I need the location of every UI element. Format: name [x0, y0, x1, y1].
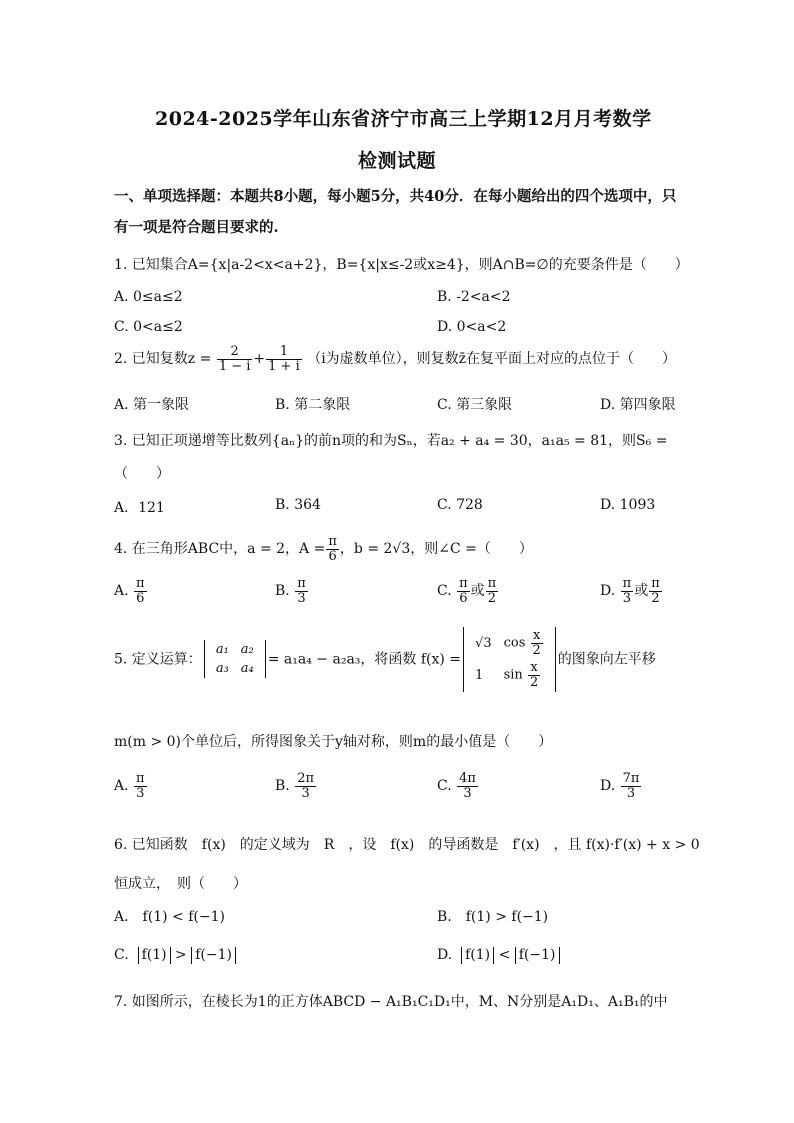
- q5-option-a: A. $\frac{\pi}{3}$: [114, 771, 145, 801]
- section-header-line-1: 一、单项选择题：本题共8小题，每小题5分，共40分．在每小题给出的四个选项中，只: [114, 188, 677, 205]
- q3-paren: （ ）: [114, 466, 170, 482]
- q2-option-d: D. 第四象限: [600, 397, 676, 413]
- q1-option-a: A. 0≤a≤2: [114, 289, 183, 305]
- q2-fraction-1: $\frac{2}{1 - i}$: [218, 344, 251, 374]
- q7-stem: 7. 如图所示，在棱长为1的正方体ABCD − A₁B₁C₁D₁中，M、N分别是A₁D₁、A₁B₁的中: [114, 994, 668, 1010]
- q6-option-b: B. f(1) > f(−1): [437, 909, 549, 925]
- q2-stem: 2. 已知复数z = $\frac{2}{1 - i}$ + $\frac{1}{1 + i}$ （i为虚数单位），则复数z̄在复平面上对应的点位于（ ）: [114, 344, 677, 374]
- q4-post: ，b = 2√3，则∠C =（ ）: [339, 541, 533, 558]
- title-line-1: 2024-2025学年山东省济宁市高三上学期12月月考数学: [155, 108, 652, 130]
- q4-fraction: $\frac{\pi}{6}$: [328, 534, 337, 564]
- q4-option-b: B. $\frac{\pi}{3}$: [275, 576, 306, 606]
- section-header-line-2: 有一项是符合题目要求的.: [114, 219, 279, 236]
- q2-prefix: 2. 已知复数z =: [114, 351, 212, 368]
- q5-option-d: D. $\frac{7\pi}{3}$: [600, 771, 640, 801]
- q1-stem: 1. 已知集合A={x|a-2<x<a+2}，B={x|x≤-2或x≥4}，则A∩B=∅的充要条件是（ ）: [114, 257, 689, 273]
- q6-line-2: 恒成立， 则（ ）: [114, 876, 247, 892]
- q3-option-a: A．121: [114, 500, 165, 516]
- q1-option-d: D. 0<a<2: [437, 319, 507, 335]
- q5-option-c: C. $\frac{4\pi}{3}$: [437, 771, 476, 801]
- q6-option-c: C. f(1) > f(−1): [114, 947, 236, 964]
- q5-mid: = a₁a₄ − a₂a₃，将函数 f(x) =: [267, 651, 462, 668]
- q6-option-d: D. f(1) < f(−1): [437, 947, 560, 964]
- title-line-2: 检测试题: [358, 150, 437, 172]
- q5-option-b: B. $\frac{2\pi}{3}$: [275, 771, 315, 801]
- q2-option-c: C. 第三象限: [437, 397, 513, 413]
- q3-option-b: B. 364: [275, 497, 321, 513]
- q4-option-d: D. $\frac{\pi}{3}$ 或 $\frac{\pi}{2}$: [600, 576, 660, 606]
- q6-option-a: A. f(1) < f(−1): [114, 909, 225, 925]
- q3-option-c: C. 728: [437, 497, 483, 513]
- q2-option-b: B. 第二象限: [275, 397, 351, 413]
- q3-stem: 3. 已知正项递增等比数列{aₙ}的前n项的和为Sₙ，若a₂ + a₄ = 30，a₁a₅ = 81，则S₆ =: [114, 433, 668, 449]
- q1-option-c: C. 0<a≤2: [114, 319, 183, 335]
- q1-option-b: B. -2<a<2: [437, 289, 511, 305]
- q5-stem: [114, 627, 656, 692]
- q4-stem: [114, 535, 533, 563]
- q5-pre: 5. 定义运算：: [114, 651, 202, 668]
- q2-suffix: （i为虚数单位），则复数z̄在复平面上对应的点位于（ ）: [307, 351, 677, 368]
- q6-stem: 6. 已知函数 f(x) 的定义域为 R ，设 f(x) 的导函数是 f′(x) ，且 f(x)·f′(x) + x > 0: [114, 837, 700, 853]
- q4-option-c: C. $\frac{\pi}{6}$ 或 $\frac{\pi}{2}$: [437, 576, 497, 606]
- q2-option-a: A. 第一象限: [114, 397, 190, 413]
- q5-line-2: m(m > 0)个单位后，所得图象关于y轴对称，则m的最小值是（ ）: [114, 734, 553, 750]
- q5-function-determinant: √3 cos $\frac{x}{2}$ 1 sin $\frac{x}{2}$: [463, 627, 556, 692]
- q2-fraction-2: $\frac{1}{1 + i}$: [268, 344, 300, 374]
- q5-determinant: a₁ a₂ a₃ a₄: [204, 640, 266, 678]
- q5-post: 的图象向左平移: [557, 651, 656, 668]
- q4-option-a: A. $\frac{\pi}{6}$: [114, 576, 145, 606]
- q4-pre: 4. 在三角形ABC中，a = 2，A =: [114, 541, 326, 558]
- q3-option-d: D. 1093: [600, 497, 656, 513]
